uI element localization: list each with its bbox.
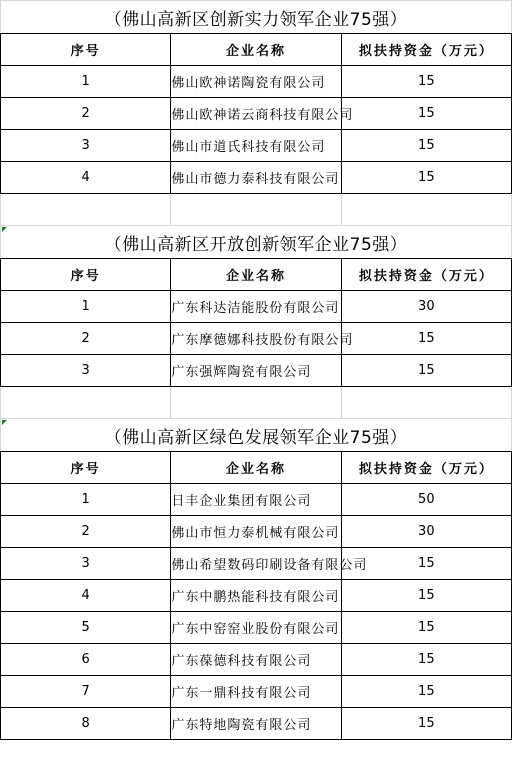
- name-cell[interactable]: 广东中鹏热能科技有限公司: [171, 580, 341, 612]
- empty-cell[interactable]: [171, 194, 341, 226]
- name-cell[interactable]: 佛山市道氏科技有限公司: [171, 130, 341, 162]
- section-title-row: [1, 1, 512, 34]
- name-cell[interactable]: 佛山欧神诺云商科技有限公司: [171, 98, 341, 130]
- name-cell[interactable]: 广东中窑窑业股份有限公司: [171, 612, 341, 644]
- name-cell[interactable]: 广东强辉陶瓷有限公司: [171, 355, 341, 387]
- amount-cell[interactable]: 15: [341, 548, 511, 580]
- table-row: [1, 291, 512, 323]
- amount-cell[interactable]: 15: [341, 162, 511, 194]
- seq-cell[interactable]: 5: [1, 612, 171, 644]
- header-row: [1, 34, 512, 66]
- table-row: [1, 66, 512, 98]
- empty-cell[interactable]: [1, 387, 171, 419]
- table-row: [1, 644, 512, 676]
- table-row: [1, 516, 512, 548]
- cell-comment-marker-icon: [2, 420, 7, 425]
- header-amount[interactable]: 拟扶持资金（万元）: [341, 34, 511, 66]
- seq-cell[interactable]: 7: [1, 676, 171, 708]
- name-cell[interactable]: 广东特地陶瓷有限公司: [171, 708, 341, 740]
- name-cell[interactable]: 广东科达洁能股份有限公司: [171, 291, 341, 323]
- header-seq[interactable]: 序号: [1, 452, 171, 484]
- seq-cell[interactable]: 3: [1, 548, 171, 580]
- header-amount[interactable]: 拟扶持资金（万元）: [341, 452, 511, 484]
- header-seq[interactable]: 序号: [1, 259, 171, 291]
- seq-cell[interactable]: 1: [1, 291, 171, 323]
- amount-cell[interactable]: 30: [341, 516, 511, 548]
- seq-cell[interactable]: 6: [1, 644, 171, 676]
- name-cell[interactable]: 日丰企业集团有限公司: [171, 484, 341, 516]
- seq-cell[interactable]: 1: [1, 66, 171, 98]
- section-title[interactable]: （佛山高新区创新实力领军企业75强）: [1, 1, 512, 34]
- empty-cell[interactable]: [1, 194, 171, 226]
- amount-cell[interactable]: 15: [341, 644, 511, 676]
- cell-comment-marker-icon: [2, 227, 7, 232]
- amount-cell[interactable]: 15: [341, 130, 511, 162]
- empty-row: [1, 387, 512, 419]
- seq-cell[interactable]: 2: [1, 516, 171, 548]
- header-row: [1, 452, 512, 484]
- amount-cell[interactable]: 15: [341, 323, 511, 355]
- seq-cell[interactable]: 2: [1, 98, 171, 130]
- name-cell[interactable]: 广东摩德娜科技股份有限公司: [171, 323, 341, 355]
- amount-cell[interactable]: 15: [341, 66, 511, 98]
- table-row: [1, 548, 512, 580]
- table-row: [1, 676, 512, 708]
- amount-cell[interactable]: 15: [341, 580, 511, 612]
- amount-cell[interactable]: 15: [341, 355, 511, 387]
- empty-cell[interactable]: [341, 194, 511, 226]
- seq-cell[interactable]: 2: [1, 323, 171, 355]
- seq-cell[interactable]: 3: [1, 355, 171, 387]
- section-title-row: [1, 226, 512, 259]
- empty-row: [1, 194, 512, 226]
- table-row: [1, 580, 512, 612]
- name-cell[interactable]: 佛山市德力泰科技有限公司: [171, 162, 341, 194]
- amount-cell[interactable]: 15: [341, 676, 511, 708]
- amount-cell[interactable]: 15: [341, 612, 511, 644]
- amount-cell[interactable]: 15: [341, 708, 511, 740]
- table-row: [1, 130, 512, 162]
- header-row: [1, 259, 512, 291]
- header-name[interactable]: 企业名称: [171, 34, 341, 66]
- amount-cell[interactable]: 30: [341, 291, 511, 323]
- amount-cell[interactable]: 50: [341, 484, 511, 516]
- table-row: [1, 323, 512, 355]
- empty-cell[interactable]: [171, 387, 341, 419]
- seq-cell[interactable]: 3: [1, 130, 171, 162]
- section-title-row: [1, 419, 512, 452]
- table-row: [1, 484, 512, 516]
- header-amount[interactable]: 拟扶持资金（万元）: [341, 259, 511, 291]
- name-cell[interactable]: 广东一鼎科技有限公司: [171, 676, 341, 708]
- table-row: [1, 708, 512, 740]
- table-row: [1, 162, 512, 194]
- table-row: [1, 98, 512, 130]
- seq-cell[interactable]: 4: [1, 580, 171, 612]
- name-cell[interactable]: 佛山希望数码印刷设备有限公司: [171, 548, 341, 580]
- amount-cell[interactable]: 15: [341, 98, 511, 130]
- header-seq[interactable]: 序号: [1, 34, 171, 66]
- seq-cell[interactable]: 8: [1, 708, 171, 740]
- section-title[interactable]: （佛山高新区开放创新领军企业75强）: [1, 226, 512, 259]
- header-name[interactable]: 企业名称: [171, 452, 341, 484]
- table-row: [1, 355, 512, 387]
- name-cell[interactable]: 佛山市恒力泰机械有限公司: [171, 516, 341, 548]
- section-title[interactable]: （佛山高新区绿色发展领军企业75强）: [1, 419, 512, 452]
- header-name[interactable]: 企业名称: [171, 259, 341, 291]
- empty-cell[interactable]: [341, 387, 511, 419]
- name-cell[interactable]: 佛山欧神诺陶瓷有限公司: [171, 66, 341, 98]
- name-cell[interactable]: 广东葆德科技有限公司: [171, 644, 341, 676]
- seq-cell[interactable]: 4: [1, 162, 171, 194]
- seq-cell[interactable]: 1: [1, 484, 171, 516]
- table-row: [1, 612, 512, 644]
